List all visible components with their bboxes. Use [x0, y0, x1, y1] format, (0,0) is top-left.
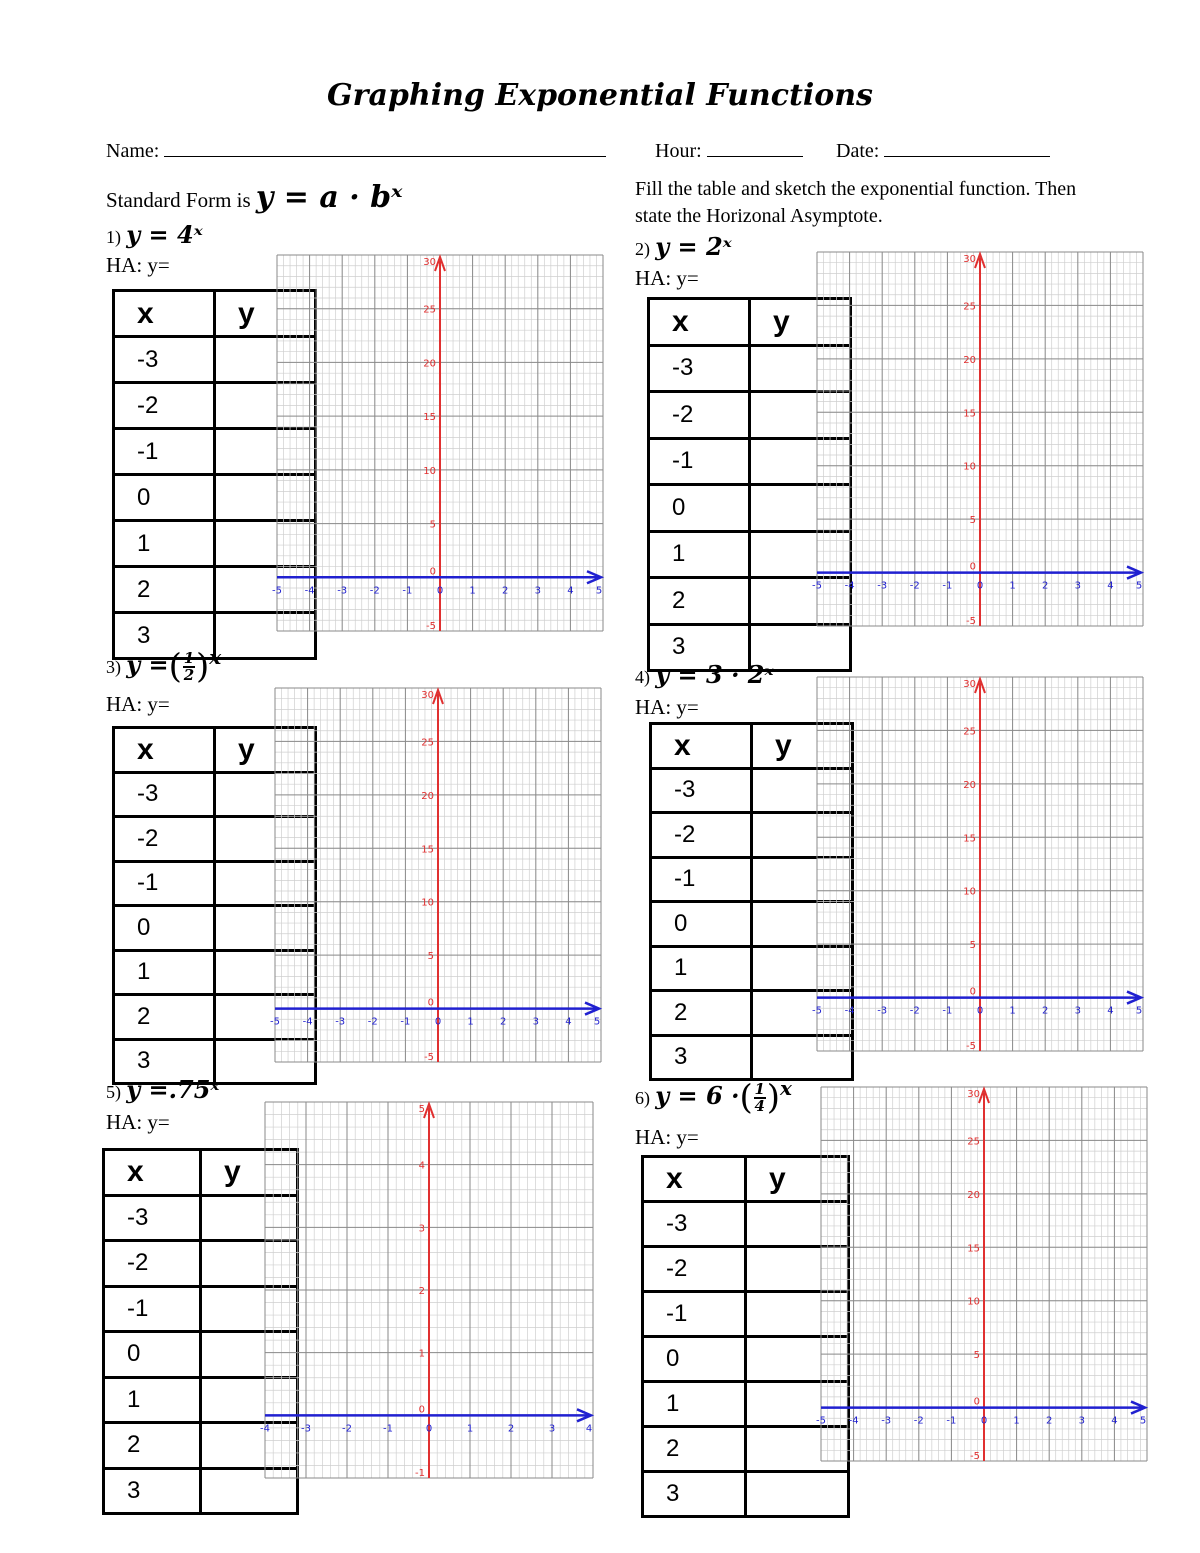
x-tick-label: -4: [844, 1005, 855, 1017]
x-tick-label: -4: [302, 1016, 313, 1028]
x-tick-label: 1: [467, 1016, 474, 1028]
y-tick-label: 5: [969, 515, 976, 527]
x-value-cell: 0: [104, 1332, 201, 1378]
problem-number: 4): [635, 667, 650, 687]
y-tick-label: -1: [415, 1468, 425, 1479]
table-row: [643, 1427, 849, 1472]
x-tick-label: -3: [881, 1415, 892, 1427]
problem-3-label: 3) y =( $\frac{1}{2}$ )$^x$: [106, 645, 222, 687]
hour-field[interactable]: [655, 138, 803, 163]
x-value-cell: 3: [651, 1035, 752, 1080]
x-value-cell: 0: [114, 475, 215, 521]
x-value-cell: -3: [114, 337, 215, 383]
x-tick-label: 1: [469, 585, 476, 597]
ha-label: HA: y=: [106, 692, 170, 716]
x-value-cell: 0: [114, 906, 215, 951]
y-tick-label: 5: [427, 951, 434, 963]
table-header-row: [643, 1157, 849, 1202]
column-header-y: y: [750, 299, 851, 346]
x-tick-label: -4: [260, 1423, 270, 1435]
x-tick-label: 0: [436, 585, 444, 597]
column-header-y: y: [215, 728, 316, 773]
x-value-cell: -2: [104, 1241, 201, 1287]
y-tick-label: 25: [963, 301, 976, 313]
xy-table-6: [641, 1155, 850, 1518]
x-value-cell: 1: [649, 531, 750, 578]
x-tick-label: 4: [567, 585, 574, 597]
x-tick-label: 3: [534, 585, 541, 597]
x-value-cell: -2: [643, 1247, 746, 1292]
hour-label: Hour:: [655, 140, 702, 162]
problem-equation: y =.75ˣ: [126, 1075, 220, 1104]
ha-label: HA: y=: [106, 253, 170, 277]
x-tick-label: -1: [383, 1423, 393, 1435]
y-tick-label: 30: [421, 690, 434, 701]
x-tick-label: 3: [1074, 580, 1081, 592]
name-blank[interactable]: [164, 138, 606, 157]
ha-label: HA: y=: [635, 1125, 699, 1149]
x-value-cell: 1: [114, 950, 215, 995]
y-tick-label: 10: [423, 465, 436, 477]
x-value-cell: 2: [643, 1427, 746, 1472]
y-tick-label: 20: [963, 354, 976, 366]
x-tick-label: -2: [913, 1415, 924, 1427]
standard-form: [106, 180, 402, 215]
problem-equation: y = 2ˣ: [655, 232, 732, 261]
y-tick-label: 4: [418, 1160, 425, 1172]
y-tick-label: 30: [963, 254, 976, 265]
x-tick-label: 3: [548, 1423, 556, 1435]
y-tick-label: 15: [967, 1243, 980, 1255]
x-tick-label: -2: [909, 580, 920, 592]
table-row: [643, 1202, 849, 1247]
x-tick-label: -5: [270, 1016, 280, 1028]
x-tick-label: -5: [816, 1415, 826, 1427]
x-tick-label: -1: [400, 1016, 411, 1028]
x-tick-label: -5: [812, 1005, 822, 1017]
x-tick-label: 1: [466, 1423, 474, 1435]
x-value-cell: 2: [114, 995, 215, 1040]
x-tick-label: -5: [272, 585, 282, 597]
x-tick-label: 2: [502, 585, 509, 597]
y-tick-label: 30: [423, 257, 436, 268]
x-tick-label: 0: [980, 1415, 988, 1427]
y-tick-label: 3: [418, 1223, 425, 1235]
problem-equation: y = 3 · 2ˣ: [655, 660, 774, 689]
problem-equation: y = 4ˣ: [126, 220, 203, 249]
date-label: Date:: [836, 140, 880, 162]
x-value-cell: -1: [643, 1292, 746, 1337]
y-tick-label: 5: [418, 1104, 425, 1115]
x-value-cell: 1: [104, 1377, 201, 1423]
x-tick-label: -4: [848, 1415, 859, 1427]
date-field[interactable]: [836, 138, 1050, 163]
x-tick-label: -2: [367, 1016, 378, 1028]
date-blank[interactable]: [884, 138, 1050, 157]
x-value-cell: -1: [649, 438, 750, 485]
x-value-cell: 1: [643, 1382, 746, 1427]
y-tick-label: 30: [963, 679, 976, 690]
x-tick-label: 5: [593, 1016, 601, 1028]
y-tick-label: 25: [421, 737, 434, 749]
problem-number: 6): [635, 1088, 650, 1108]
problem-1-label: [106, 220, 203, 249]
x-tick-label: -3: [301, 1423, 311, 1435]
standard-form-equation: y = a · bˣ: [255, 180, 403, 215]
x-tick-label: 4: [585, 1423, 593, 1435]
column-header-x: x: [104, 1150, 201, 1196]
problem-equation: y = 6 ·: [655, 1081, 740, 1110]
graph-grid-4[interactable]: [812, 677, 1143, 1052]
y-answer-cell[interactable]: [746, 1472, 849, 1517]
graph-grid-5[interactable]: [260, 1102, 593, 1479]
x-value-cell: 3: [104, 1468, 201, 1514]
y-tick-label: -5: [970, 1451, 980, 1462]
column-header-y: y: [746, 1157, 849, 1202]
problem-number: 1): [106, 227, 121, 247]
y-tick-label: -5: [966, 1041, 976, 1052]
problem-2-label: [635, 232, 732, 261]
x-value-cell: 3: [114, 613, 215, 659]
x-value-cell: -1: [651, 857, 752, 902]
y-tick-label: 10: [963, 886, 976, 898]
x-value-cell: -2: [649, 392, 750, 439]
y-tick-label: 20: [967, 1189, 980, 1201]
x-tick-label: 1: [1009, 580, 1016, 592]
x-value-cell: -2: [651, 813, 752, 858]
origin-label: 0: [418, 1404, 425, 1416]
x-value-cell: -1: [114, 429, 215, 475]
ha-label: HA: y=: [106, 1110, 170, 1134]
x-tick-label: -1: [946, 1415, 957, 1427]
y-tick-label: 15: [423, 412, 436, 424]
x-tick-label: 5: [1135, 1005, 1143, 1017]
x-tick-label: -2: [369, 585, 380, 597]
x-value-cell: 2: [649, 578, 750, 625]
y-tick-label: 25: [967, 1136, 980, 1148]
table-row: [643, 1472, 849, 1517]
x-tick-label: 1: [1009, 1005, 1016, 1017]
x-value-cell: -2: [114, 817, 215, 862]
origin-label: 0: [429, 566, 436, 578]
x-value-cell: -2: [114, 383, 215, 429]
x-value-cell: -3: [104, 1195, 201, 1241]
x-tick-label: -3: [877, 580, 888, 592]
column-header-x: x: [651, 724, 752, 769]
y-tick-label: 10: [421, 897, 434, 909]
column-header-x: x: [114, 728, 215, 773]
x-tick-label: 3: [532, 1016, 539, 1028]
x-value-cell: 2: [114, 567, 215, 613]
x-tick-label: 2: [1042, 580, 1049, 592]
fraction: $\frac{1}{4}$: [754, 1079, 765, 1115]
x-tick-label: 4: [1107, 580, 1114, 592]
page-title: Graphing Exponential Functions: [327, 78, 873, 113]
x-tick-label: -1: [402, 585, 413, 597]
x-value-cell: 2: [104, 1423, 201, 1469]
standard-form-label: Standard Form is: [106, 188, 251, 212]
exponent: x: [779, 1076, 792, 1100]
y-tick-label: 2: [418, 1286, 425, 1297]
y-tick-label: 20: [423, 358, 436, 370]
x-value-cell: 3: [649, 624, 750, 671]
x-tick-label: 2: [1046, 1415, 1053, 1427]
x-tick-label: -2: [342, 1423, 352, 1435]
problem-4-label: [635, 660, 774, 689]
column-header-x: x: [643, 1157, 746, 1202]
x-value-cell: 0: [651, 902, 752, 947]
x-tick-label: 3: [1074, 1005, 1081, 1017]
ha-label: HA: y=: [635, 695, 699, 719]
x-tick-label: -3: [337, 585, 348, 597]
x-tick-label: 1: [1013, 1415, 1020, 1427]
y-tick-label: 20: [963, 779, 976, 791]
table-row: [643, 1247, 849, 1292]
x-value-cell: -3: [643, 1202, 746, 1247]
x-value-cell: -3: [114, 772, 215, 817]
x-tick-label: -3: [877, 1005, 888, 1017]
y-tick-label: 25: [963, 726, 976, 738]
problem-number: 2): [635, 239, 650, 259]
y-tick-label: 10: [967, 1296, 980, 1308]
column-header-x: x: [649, 299, 750, 346]
x-value-cell: 1: [651, 946, 752, 991]
x-tick-label: 0: [434, 1016, 442, 1028]
x-tick-label: -5: [812, 580, 822, 592]
name-field[interactable]: [106, 138, 606, 163]
name-label: Name:: [106, 140, 160, 162]
problem-equation: y =: [126, 650, 169, 679]
x-value-cell: 1: [114, 521, 215, 567]
column-header-y: y: [201, 1150, 298, 1196]
table-row: [643, 1337, 849, 1382]
y-tick-label: 15: [421, 844, 434, 856]
y-tick-label: 1: [418, 1348, 425, 1360]
x-tick-label: 2: [507, 1423, 515, 1435]
origin-label: 0: [969, 986, 976, 998]
column-header-y: y: [752, 724, 853, 769]
x-tick-label: -2: [909, 1005, 920, 1017]
y-tick-label: -5: [426, 621, 436, 632]
column-header-x: x: [114, 291, 215, 337]
x-value-cell: -3: [651, 768, 752, 813]
x-tick-label: -1: [942, 580, 953, 592]
x-tick-label: -1: [942, 1005, 953, 1017]
x-tick-label: -4: [304, 585, 315, 597]
x-tick-label: 5: [1135, 580, 1143, 592]
graph-grid-6[interactable]: [816, 1087, 1147, 1462]
y-tick-label: 5: [973, 1350, 980, 1362]
y-tick-label: 15: [963, 408, 976, 420]
y-tick-label: -5: [424, 1052, 434, 1063]
y-tick-label: 25: [423, 304, 436, 316]
y-tick-label: 10: [963, 461, 976, 473]
exponent: x: [209, 645, 222, 669]
problem-5-label: [106, 1075, 219, 1104]
x-tick-label: 3: [1078, 1415, 1085, 1427]
problem-number: 5): [106, 1082, 121, 1102]
x-tick-label: 0: [425, 1423, 433, 1435]
y-tick-label: 5: [969, 940, 976, 952]
x-tick-label: 0: [976, 580, 984, 592]
origin-label: 0: [969, 561, 976, 573]
y-tick-label: 20: [421, 790, 434, 802]
column-header-y: y: [215, 291, 316, 337]
graph-grid-3[interactable]: [270, 688, 601, 1063]
x-tick-label: 4: [1107, 1005, 1114, 1017]
y-tick-label: 5: [429, 519, 436, 531]
origin-label: 0: [973, 1396, 980, 1408]
table-row: [643, 1292, 849, 1337]
instructions: Fill the table and sketch the exponential function. Then state the Horizonal Asymptote.: [635, 178, 1077, 227]
x-value-cell: 3: [114, 1039, 215, 1084]
y-tick-label: 15: [963, 833, 976, 845]
x-tick-label: 4: [565, 1016, 572, 1028]
graph-grid-2[interactable]: [812, 252, 1143, 627]
origin-label: 0: [427, 997, 434, 1009]
x-tick-label: -3: [335, 1016, 346, 1028]
x-value-cell: 0: [649, 485, 750, 532]
graph-grid-1[interactable]: [272, 255, 603, 632]
y-tick-label: 30: [967, 1089, 980, 1100]
x-value-cell: 2: [651, 991, 752, 1036]
hour-blank[interactable]: [707, 138, 803, 157]
x-tick-label: 0: [976, 1005, 984, 1017]
x-value-cell: -1: [114, 861, 215, 906]
ha-label: HA: y=: [635, 266, 699, 290]
x-tick-label: 5: [595, 585, 603, 597]
problem-number: 3): [106, 657, 121, 677]
x-value-cell: -3: [649, 345, 750, 392]
x-tick-label: 2: [1042, 1005, 1049, 1017]
x-tick-label: -4: [844, 580, 855, 592]
x-tick-label: 2: [500, 1016, 507, 1028]
x-tick-label: 5: [1139, 1415, 1147, 1427]
x-tick-label: 4: [1111, 1415, 1118, 1427]
x-value-cell: 0: [643, 1337, 746, 1382]
y-tick-label: -5: [966, 616, 976, 627]
x-value-cell: 3: [643, 1472, 746, 1517]
problem-6-label: 6) y = 6 ·( $\frac{1}{4}$ )$^x$: [635, 1076, 792, 1118]
fraction: $\frac{1}{2}$: [183, 648, 195, 684]
x-value-cell: -1: [104, 1286, 201, 1332]
